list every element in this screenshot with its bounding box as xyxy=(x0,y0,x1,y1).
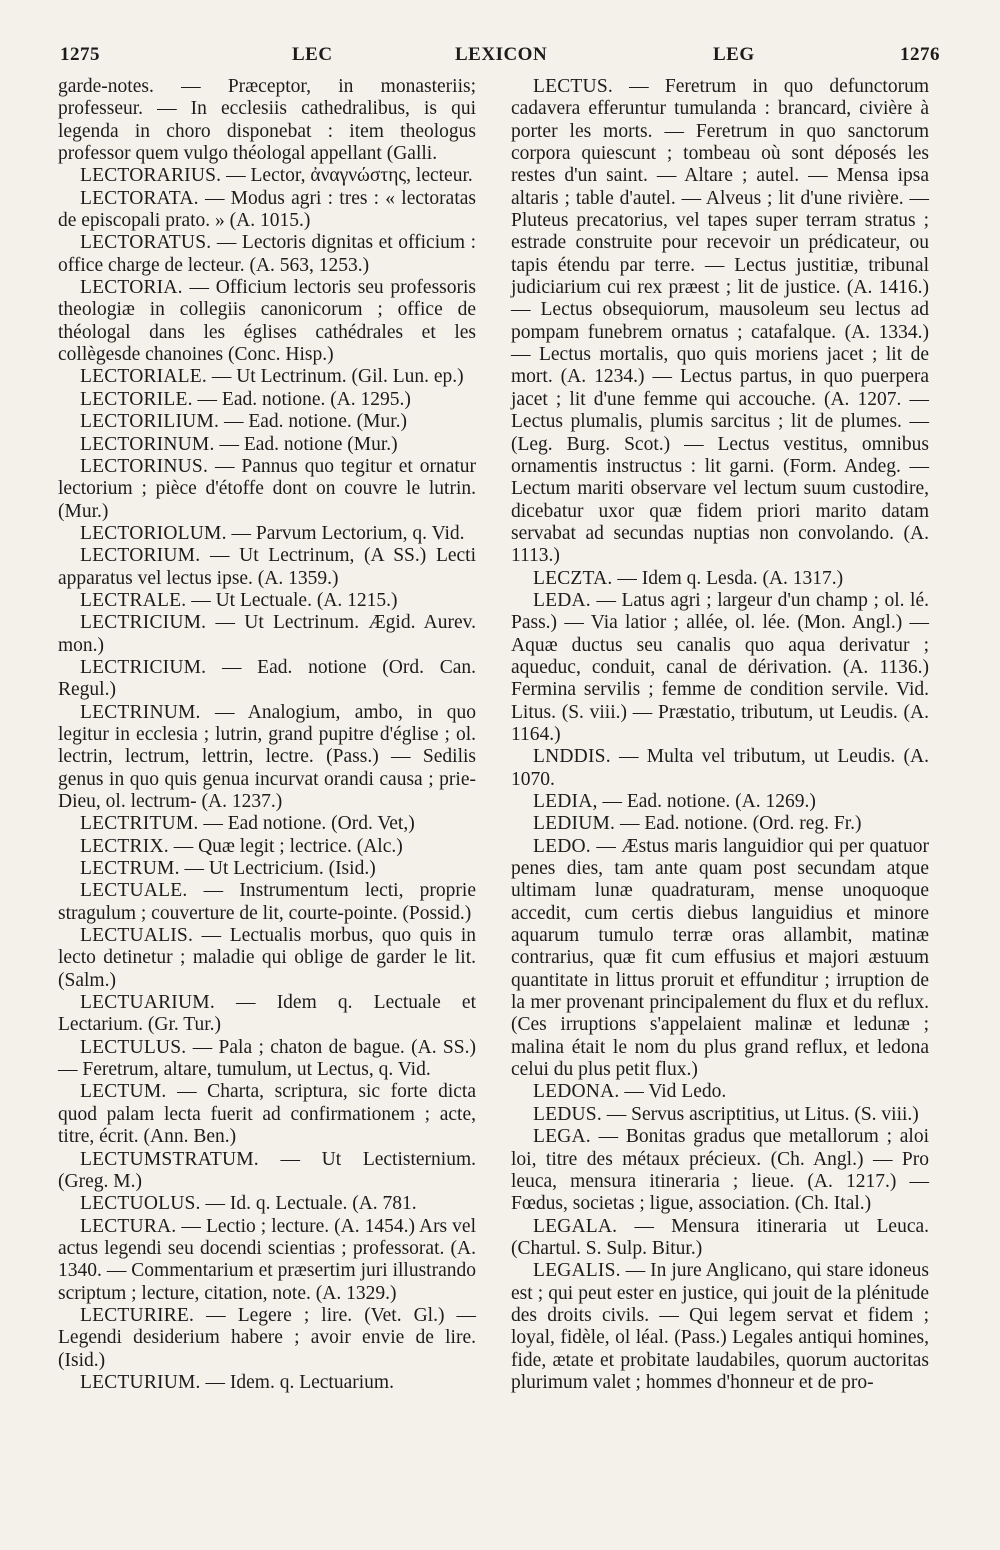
entry-definition: — Mensura itineraria ut Leuca. (Chartul. S. Sulp. Bitur.) xyxy=(511,1215,930,1259)
entry-definition: — Lectoris dignitas et officium : office charge de lecteur. (A. 563, 1253.) xyxy=(58,232,477,276)
dictionary-entry xyxy=(58,1037,476,1082)
entry-definition: — Ut Lectrinum. (Gil. Lun. ep.) xyxy=(211,366,464,388)
dictionary-entry xyxy=(58,657,476,702)
dictionary-entry xyxy=(511,813,929,835)
entry-definition: — Analogium, ambo, in quo legitur in ecclesia ; lutrin, grand pupitre d'église ; ol. lectrin, lectrum, lettrin, lectre. (Pass.) — Sedilis genus in quo quis genua incurvat orandi causa ; prie-Dieu, ol. lectrum- (A. 1237.) xyxy=(58,701,476,812)
dictionary-entry xyxy=(58,277,476,366)
entry-definition: — Ut Lectrinum, (A SS.) Lecti apparatus vel lectus ipse. (A. 1359.) xyxy=(58,545,476,589)
entry-definition: — Charta, scriptura, sic forte dicta quod palam lecta fuerit ad confirmationem ; acte, titre, écrit. (Ann. Ben.) xyxy=(58,1081,476,1148)
entry-definition: — Idem. q. Lectuarium. xyxy=(205,1371,394,1393)
dictionary-entry xyxy=(58,165,476,187)
dictionary-entry xyxy=(511,791,929,813)
entry-headword: LEGALIS. xyxy=(533,1260,621,1282)
entry-headword: LEDONA. xyxy=(533,1081,620,1103)
entry-definition: — Ead. notione. (A. 1269.) xyxy=(602,791,816,812)
dictionary-entry xyxy=(58,992,476,1037)
entry-definition: — Bonitas gradus que metallorum ; aloi loi, titre des métaux précieux. (Ch. Angl.) — Pro leuca, mensura itineraria ; lieue. (A. 1217.) — Fœdus, societas ; ligue, association. (Ch. Ital.) xyxy=(511,1126,929,1215)
entry-definition: — Æstus maris languidior qui per quatuor penes dies, tam ante quam post secundam atque ultimam lunæ quadraturam, mense unoquoque accedit, cum certis diebus languidius et minore aquarum tumulo terræ oras allambit, matinæ contrarius, quæ fit cum effusius et majori æstuum quantitate in littus proruit et effunditur ; irruption de la mer provenant principalement du flux et du reflux. (Ces irruptions s'appelaient malinæ et ledunæ ; malina était le nom du plus grand reflux, et ledona celui du plus petit flux.) xyxy=(511,835,930,1081)
entry-definition: — Id. q. Lectuale. (A. 781. xyxy=(205,1193,417,1215)
entry-definition: — Legere ; lire. (Vet. Gl.) — Legendi desiderium habere ; avoir envie de lire. (Isid.) xyxy=(58,1304,477,1371)
entry-headword: LECTRALE. xyxy=(80,589,187,611)
entry-headword: LECTRUM. xyxy=(80,858,180,880)
dictionary-entry xyxy=(511,590,929,746)
entry-headword: LECTUOLUS. xyxy=(80,1193,201,1215)
entry-headword: LECTUMSTRATUM. xyxy=(80,1148,259,1170)
entry-definition: garde-notes. — Præceptor, in monasteriis; professeur. — In ecclesiis cathedralibus, is qui legenda in choro disponebat : item theologus professor quem vulgo théologal appellant (Galli. xyxy=(58,76,476,165)
entry-definition: — Pala ; chaton de bague. (A. SS.)— Feretrum, altare, tumulum, ut Lectus, q. Vid. xyxy=(58,1036,476,1081)
dictionary-entry xyxy=(58,366,476,388)
dictionary-entry xyxy=(58,456,476,523)
entry-definition: — Ead notione. (Ord. Vet,) xyxy=(203,813,415,835)
entry-headword: LECTULUS. xyxy=(80,1036,187,1058)
entry-headword: LECTORIOLUM. xyxy=(80,522,227,544)
entry-headword: LEDA. xyxy=(533,589,591,611)
left-column xyxy=(58,76,476,1394)
entry-headword: LECTURIRE. xyxy=(80,1304,195,1326)
entry-headword: LNDDIS. xyxy=(533,746,611,768)
entry-headword: LEGALA. xyxy=(533,1215,618,1237)
entry-headword: LECTUALE. xyxy=(80,880,188,902)
entry-definition: — Lector, ἀναγνώστης, lecteur. xyxy=(226,165,473,187)
entry-headword: LECTRITUM. xyxy=(80,813,199,835)
entry-definition: — Multa vel tributum, ut Leudis. (A. 1070. xyxy=(511,746,929,790)
entry-definition: — Ead. notione. (Ord. reg. Fr.) xyxy=(619,813,862,835)
dictionary-entry xyxy=(58,1216,476,1305)
entry-definition: — Lectio ; lecture. (A. 1454.) Ars vel actus legendi seu docendi scientias ; professorat. (A. 1340. — Commentarium et præsertim juri illustrando scriptum ; lecture, citation, note. (A. 1329.) xyxy=(58,1215,477,1304)
dictionary-entry xyxy=(511,746,929,791)
dictionary-entry xyxy=(58,523,476,545)
left-guide-word: LEC xyxy=(292,44,333,65)
dictionary-entry xyxy=(511,836,929,1082)
entry-definition: — Parvum Lectorium, q. Vid. xyxy=(231,522,465,544)
dictionary-entry xyxy=(58,232,476,277)
dictionary-entry xyxy=(511,1216,929,1261)
dictionary-entry xyxy=(511,1126,929,1215)
entry-headword: LEDIA, xyxy=(533,791,598,812)
entry-headword: LECTORATA. xyxy=(80,187,199,209)
dictionary-entry xyxy=(58,545,476,590)
entry-definition: — Pannus quo tegitur et ornatur lectorium ; pièce d'étoffe dont on couvre le lutrin. (Mur.) xyxy=(58,455,477,522)
dictionary-entry xyxy=(58,434,476,456)
dictionary-entry xyxy=(58,1149,476,1194)
dictionary-entry xyxy=(58,702,476,814)
entry-headword: LECTRICIUM. xyxy=(80,612,207,634)
dictionary-entry xyxy=(58,836,476,858)
entry-headword: LECTORILE. xyxy=(80,388,193,410)
entry-headword: LECTORINUM. xyxy=(80,433,215,455)
entry-headword: LEDO. xyxy=(533,835,591,857)
entry-definition: — Ut Lectisternium. (Greg. M.) xyxy=(58,1148,476,1192)
entry-headword: LECTUM. xyxy=(80,1081,167,1103)
entry-headword: LEDIUM. xyxy=(533,813,616,835)
entry-definition: — Ead. notione (Ord. Can. Regul.) xyxy=(58,656,476,701)
dictionary-entry xyxy=(58,1193,476,1215)
dictionary-entry xyxy=(58,858,476,880)
entry-headword: LECTUS. xyxy=(533,76,613,97)
dictionary-entry xyxy=(58,590,476,612)
entry-definition: — Ut Lectrinum. Ægid. Aurev. mon.) xyxy=(58,612,476,656)
right-page-number: 1276 xyxy=(900,44,940,65)
entry-headword: LECTURA. xyxy=(80,1215,177,1237)
entry-definition: — Ut Lectricium. (Isid.) xyxy=(184,858,376,880)
right-column xyxy=(511,76,929,1394)
dictionary-entry xyxy=(58,1081,476,1148)
entry-definition: — Ead. notione. (A. 1295.) xyxy=(197,388,411,410)
entry-definition: — In jure Anglicano, qui stare idoneus est ; qui peut ester en justice, qui jouit de la plénitude des droits civils. — Qui legem servat et fidem ; loyal, fidèle, ol léal. (Pass.) Legales antiqui homines, fide, ætate et probitate laudabiles, quorum auctoritas plurimum valet ; hommes d'honneur et de pro- xyxy=(511,1260,930,1393)
entry-definition: — Officium lectoris seu professoris theologiæ in collegiis canonicorum ; office de théologal dans les églises cathédrales et les collègesde chanoines (Conc. Hisp.) xyxy=(58,277,476,366)
entry-definition: — Vid Ledo. xyxy=(624,1081,727,1103)
dictionary-entry xyxy=(58,1305,476,1372)
entry-definition: — Latus agri ; largeur d'un champ ; ol. lé. Pass.) — Via latior ; allée, ol. lée. (Mon. Angl.) — Aquæ ductus seu canalis quo aqua derivatur ; aqueduc, conduit, canal de dérivation. (A. 1136.) Fermina servilis ; femme de condition servile. Vid. Litus. (S. viii.) — Præstatio, tributum, ut Leudis. (A. 1164.) xyxy=(511,589,929,745)
entry-headword: LECZTA. xyxy=(533,567,613,589)
entry-headword: LECTURIUM. xyxy=(80,1371,201,1393)
entry-definition: — Instrumentum lecti, proprie stragulum ; couverture de lit, courte-pointe. (Possid.) xyxy=(58,880,476,924)
entry-headword: LECTORINUS. xyxy=(80,455,209,477)
entry-definition: — Modus agri : tres : « lectoratas de episcopali prato. » (A. 1015.) xyxy=(58,187,476,232)
dictionary-entry xyxy=(58,188,476,233)
entry-definition: — Quæ legit ; lectrice. (Alc.) xyxy=(173,835,403,857)
entry-headword: LEGA. xyxy=(533,1126,591,1148)
entry-headword: LECTRIX. xyxy=(80,835,169,857)
dictionary-entry xyxy=(58,1372,476,1394)
dictionary-entry xyxy=(511,568,929,590)
dictionary-entry xyxy=(58,813,476,835)
entry-definition: — Idem q. Lesda. (A. 1317.) xyxy=(617,567,844,589)
entry-definition: — Ead. notione. (Mur.) xyxy=(223,411,408,433)
running-title: LEXICON xyxy=(455,44,548,65)
entry-headword: LECTORIALE. xyxy=(80,366,207,388)
dictionary-entry xyxy=(58,76,476,165)
dictionary-entry xyxy=(58,880,476,925)
right-guide-word: LEG xyxy=(713,44,755,65)
entry-definition: — Feretrum in quo defunctorum cadavera efferuntur tumulanda : brancard, civière à porter les morts. — Feretrum in quo sanctorum corpora quiescunt ; tombeau où sont déposés les restes d'un saint. — Altare ; autel. — Mensa ipsa altaris ; table d'autel. — Alveus ; lit d'une rivière. — Pluteus precatorius, vel tapes super terram stratus ; estrade construite pour recevoir un prédicateur, ou tapis étendu par terre. — Lectus justitiæ, tribunal judiciarium cui rex præest ; lit de justice. (A. 1416.) — Lectus obsequiorum, mausoleum seu lectus ad pompam funebrem ornatus ; catafalque. (A. 1334.) — Lectus mortalis, quo quis moriens jacet ; lit de mort. (A. 1234.) — Lectus partus, in quo puerpera jacet ; lit d'une femme qui accouche. (A. 1207. — Lectus plumalis, plumis sarcitus ; lit de plumes. — (Leg. Burg. Scot.) — Lectus vestitus, omnibus ornamentis instructus : lit garni. (Form. Andeg. — Lectum mariti observare vel lectum suum custodire, dicebatur uxor quæ fidem priori marito datam servabat ad secundas nuptias non convolando. (A. 1113.) xyxy=(511,76,929,567)
left-page-number: 1275 xyxy=(60,44,100,65)
entry-headword: LECTUARIUM. xyxy=(80,992,215,1014)
dictionary-entry xyxy=(511,76,929,568)
entry-headword: LECTRICIUM. xyxy=(80,656,207,678)
page-header xyxy=(60,44,940,74)
entry-headword: LECTORILIUM. xyxy=(80,411,220,433)
entry-definition: — Idem q. Lectuale et Lectarium. (Gr. Tur.) xyxy=(58,992,476,1036)
dictionary-entry xyxy=(511,1260,929,1394)
entry-headword: LECTORIUM. xyxy=(80,545,201,567)
entry-headword: LECTORARIUS. xyxy=(80,165,222,187)
entry-headword: LECTORATUS. xyxy=(80,232,212,254)
entry-definition: — Servus ascriptitius, ut Litus. (S. viii.) xyxy=(606,1103,919,1125)
dictionary-entry xyxy=(58,925,476,992)
entry-definition: — Ut Lectuale. (A. 1215.) xyxy=(191,589,398,611)
entry-headword: LECTORIA. xyxy=(80,277,183,299)
entry-headword: LECTRINUM. xyxy=(80,701,201,723)
dictionary-entry xyxy=(58,389,476,411)
dictionary-entry xyxy=(58,612,476,657)
dictionary-entry xyxy=(511,1104,929,1126)
entry-definition: — Lectualis morbus, quo quis in lecto detinetur ; maladie qui oblige de garder le lit. (Salm.) xyxy=(58,925,476,991)
entry-headword: LECTUALIS. xyxy=(80,925,194,947)
dictionary-entry xyxy=(58,411,476,433)
entry-definition: — Ead. notione (Mur.) xyxy=(219,433,398,455)
dictionary-entry xyxy=(511,1081,929,1103)
entry-headword: LEDUS. xyxy=(533,1103,602,1125)
